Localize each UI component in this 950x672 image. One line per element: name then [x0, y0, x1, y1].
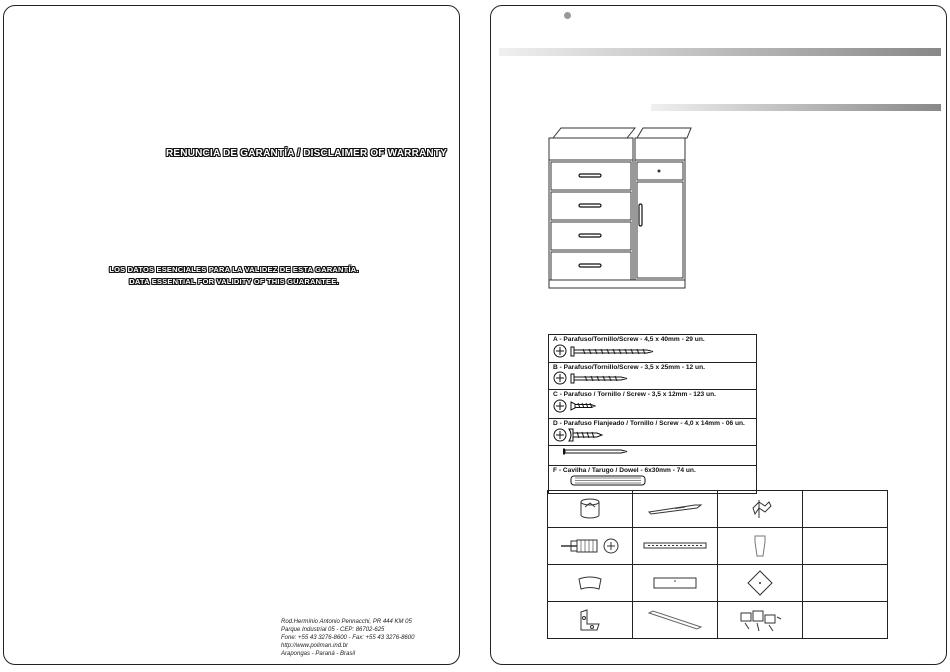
warranty-data-line-1: LOS DATOS ESENCIALES PARA LA VALIDEZ DE ESTA GARANTÍA. — [109, 265, 359, 274]
hardware-cell — [548, 602, 633, 639]
hardware-cell — [633, 528, 718, 565]
screw-d-icon — [549, 427, 749, 443]
section-bar — [499, 48, 941, 56]
bag-icon — [575, 573, 605, 593]
profile-strip-icon — [645, 609, 705, 631]
company-address — [281, 618, 414, 658]
hardware-cell-empty — [803, 602, 888, 639]
hardware-cell — [718, 565, 803, 602]
screw-b-icon — [549, 371, 749, 386]
right-page — [490, 5, 947, 665]
hardware-cell — [633, 602, 718, 639]
part-row-b — [549, 363, 756, 390]
hardware-cell-empty — [803, 491, 888, 528]
part-row-a — [549, 335, 756, 363]
address-line-1: Rod.Hermínio Antonio Pennacchi, PR 444 KM 05 — [281, 619, 412, 625]
hardware-cell — [548, 528, 633, 565]
address-line-3: Fone: +55 43 3276-8600 - Fax: +55 43 3276-8600 — [281, 635, 415, 641]
part-label-a: A - Parafuso/Tornillo/Screw - 4,5 x 40mm - 29 un. — [553, 336, 705, 343]
angle-bracket-icon — [575, 608, 605, 632]
left-page — [3, 5, 460, 665]
hardware-cell — [633, 491, 718, 528]
part-row-f — [549, 466, 756, 493]
hardware-cell — [633, 565, 718, 602]
part-row-e — [549, 446, 756, 466]
hardware-cell — [718, 602, 803, 639]
address-line-2: Parque Industrial 05 - CEP: 86702-625 — [281, 627, 385, 633]
pen-icon — [645, 502, 705, 516]
bullet-dot — [564, 12, 571, 19]
rail-icon — [652, 575, 698, 591]
corner-block-icon — [745, 568, 775, 598]
hardware-cell — [718, 491, 803, 528]
part-label-d: D - Parafuso Flanjeado / Tornillo / Screw - 4,0 x 14mm - 06 un. — [553, 420, 745, 427]
warranty-data-note — [64, 264, 404, 288]
dresser-illustration — [543, 126, 693, 296]
part-label-b: B - Parafuso/Tornillo/Screw - 3,5 x 25mm - 12 un. — [553, 364, 705, 371]
screw-c-icon — [549, 398, 749, 415]
hardware-cell — [548, 565, 633, 602]
drawer-slide-icon — [642, 540, 708, 552]
part-label-f: F - Cavilha / Tarugo / Dowel - 6x30mm - 74 un. — [553, 467, 696, 474]
cam-bolt-icon — [557, 534, 623, 558]
dowel-icon — [549, 474, 749, 488]
part-row-d — [549, 419, 756, 446]
nail-icon — [549, 447, 749, 457]
screw-parts-table — [548, 334, 757, 494]
hardware-cell — [718, 528, 803, 565]
plastic-cap-icon — [750, 532, 770, 560]
hardware-cell-empty — [803, 528, 888, 565]
hardware-cell-empty — [803, 565, 888, 602]
cam-lock-icon — [575, 496, 605, 522]
part-row-c — [549, 390, 756, 419]
screw-a-icon — [549, 343, 749, 359]
address-line-5: Arapongas - Paraná - Brasil — [281, 651, 356, 657]
warranty-data-line-2: DATA ESSENTIAL FOR VALIDITY OF THIS GUARANTEE. — [129, 277, 339, 286]
hardware-grid — [547, 490, 888, 639]
subsection-bar — [651, 104, 941, 111]
shelf-support-icon — [745, 496, 775, 522]
hardware-pack-icon — [737, 607, 783, 633]
hardware-cell — [548, 491, 633, 528]
warranty-title: RENUNCIA DE GARANTÍA / DISCLAIMER OF WARRANTY — [166, 148, 448, 159]
part-label-c: C - Parafuso / Tornillo / Screw - 3,5 x 12mm - 123 un. — [553, 391, 716, 398]
address-line-4: http://www.poliman.ind.br — [281, 643, 349, 649]
